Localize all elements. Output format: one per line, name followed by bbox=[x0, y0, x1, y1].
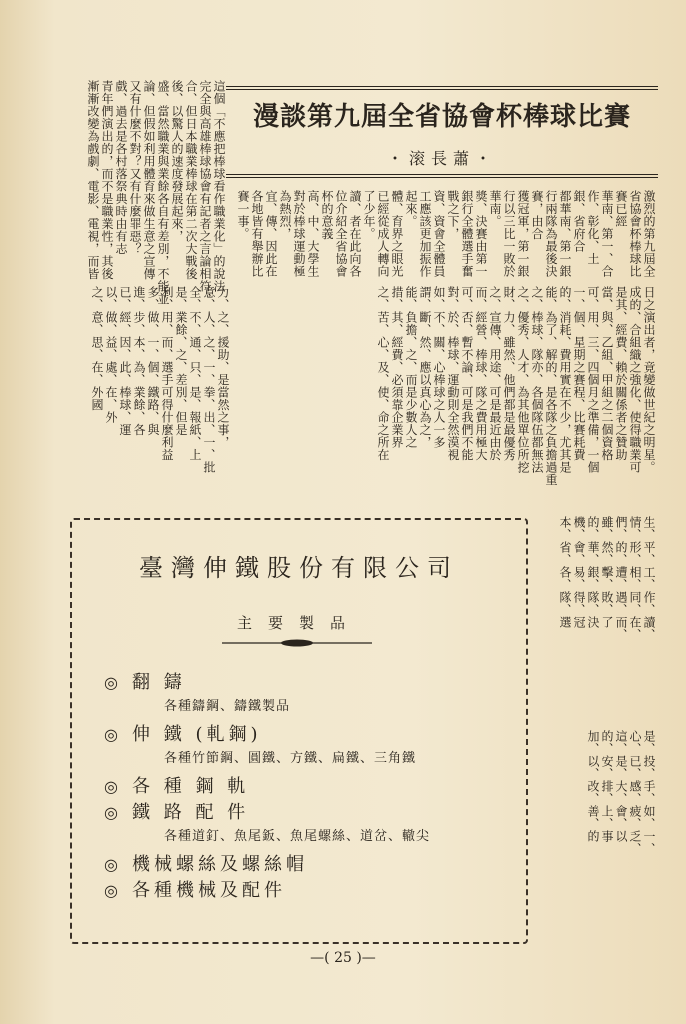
ad-product-item bbox=[104, 852, 514, 878]
ad-product-name: 機械螺絲及螺絲帽 bbox=[132, 854, 308, 875]
text-column-line: 戲、過去是各村落祭典時由有志 bbox=[114, 80, 128, 255]
text-column-line: 利、用、而、選手可得什麼利益 bbox=[160, 286, 174, 461]
text-column-line: 以、做、益、處、在、外 bbox=[104, 286, 118, 424]
text-column-line: 意、人、之、一、拳、出、一、批 bbox=[202, 286, 216, 474]
text-column-line: 之、宣傳、用途、可是最近由於 bbox=[488, 286, 502, 461]
text-column-line: 合、但日本職業棒球在第二次大戰後 bbox=[184, 80, 198, 280]
text-column-line: 是、投、手、如、一、 bbox=[642, 730, 656, 855]
text-column-line: 能、負擔、之、而是少數人之 bbox=[404, 286, 418, 449]
text-column-line: 的、消耗、費用實在不少，尤其是 bbox=[558, 286, 572, 474]
text-column-line: 們、的、遭、遇、而、 bbox=[614, 516, 628, 641]
text-column-line: 後、以驚人的速度發展起來， bbox=[170, 80, 184, 243]
text-column-line: 一、個、星期之賽程、比賽耗費 bbox=[572, 286, 586, 461]
text-column-line: 生、平、工、作、讀、 bbox=[642, 516, 656, 641]
text-column-line: 情、形、相、同、在、 bbox=[628, 516, 642, 641]
text-column-line: 心、已、感、疲、乏、 bbox=[628, 730, 642, 855]
text-column-line: 財、力、雖然、他們都是最優秀 bbox=[502, 286, 516, 461]
text-column-line: 措、其、經費、必須靠企業界 bbox=[390, 286, 404, 449]
text-column-line: 多、做、一、個、鐵路、與 bbox=[146, 286, 160, 436]
ad-product-item bbox=[104, 670, 514, 696]
text-column-line: 獲冠軍，第一銀行以三比一敗於華南。 bbox=[488, 190, 530, 278]
page-number: —( 25 )— bbox=[310, 950, 376, 966]
bullet-icon: ◎ bbox=[104, 777, 122, 796]
text-column-line: 這、是、大、會、以 bbox=[614, 730, 628, 843]
text-column-line: 當、與、乙組、甲組之二個資格 bbox=[600, 286, 614, 461]
text-column-line: 的、安、排、上、事 bbox=[600, 730, 614, 843]
header-bottom-rule bbox=[226, 174, 658, 178]
ad-products-heading: 主要製品 bbox=[236, 614, 361, 632]
ad-product-name: 翻 鑄 bbox=[132, 672, 186, 693]
article-text-right-bottom bbox=[544, 730, 656, 940]
text-column-line: 激烈的第九屆全省協會杯棒球比賽已經 bbox=[614, 190, 656, 278]
text-column-line: 可、用、三、四個月之準備，一個 bbox=[586, 286, 600, 474]
ad-product-item bbox=[104, 774, 514, 800]
text-column-line: 高、中、大學生對於棒球運動極為熱烈， bbox=[278, 190, 320, 278]
ad-product-name: 鐵 路 配 件 bbox=[132, 802, 250, 823]
text-column-line: 力、之、援助、是當然之事， bbox=[216, 286, 230, 449]
ornament-divider bbox=[222, 638, 372, 648]
text-column-line: 而、經營、棒球、隊之費用極大 bbox=[474, 286, 488, 461]
text-column-line: 能、為了、解的、是各隊之負擔過重 bbox=[544, 286, 558, 486]
text-column-line: 漸漸改變為戲劇、電影、電視，而皆 bbox=[86, 80, 100, 280]
text-column-line: 又有什麼不對？又有什麼罪惡？ bbox=[128, 80, 142, 255]
article-text-middle-right bbox=[236, 286, 656, 508]
text-column-line: 謂、斷、然、應以真心為之， bbox=[418, 286, 432, 449]
text-column-line: 成的、合組織之強化、使得職業可 bbox=[628, 286, 642, 474]
text-column-line: 資、資會全體員工應該更加振作起來。 bbox=[404, 190, 446, 278]
text-column-line: 之、苦、心、及、使、命之所在 bbox=[376, 286, 390, 461]
text-column-line: 完全與高雄棒球協會有記者之言論相符， bbox=[198, 80, 212, 305]
text-column-line: 已、經、因、此、棒球、運 bbox=[118, 286, 132, 436]
text-column-line: 讀、者在此向各位介紹全省協會杯的意義 bbox=[320, 190, 362, 278]
bullet-icon: ◎ bbox=[104, 855, 122, 874]
text-column-line: 可、否、暫不論、可是我們不能 bbox=[460, 286, 474, 461]
ad-product-list bbox=[104, 670, 514, 904]
article-title: 漫談第九屆全省協會杯棒球比賽 bbox=[252, 102, 631, 132]
text-column-line: 論、但假如利用體育來做生意之宣傳 bbox=[142, 80, 156, 280]
article-text-middle-left bbox=[60, 286, 230, 508]
text-column-line: 宜、傳、因此在各地皆有舉辦比賽一事。 bbox=[236, 190, 278, 278]
bullet-icon: ◎ bbox=[104, 803, 122, 822]
text-column-line: 都華南、第一銀行兩隊為最後決賽，由合 bbox=[530, 190, 572, 278]
ad-product-item bbox=[104, 878, 514, 904]
bullet-icon: ◎ bbox=[104, 673, 122, 692]
ad-product-detail: 各種鑄鋼、鑄鐵製品 bbox=[164, 699, 291, 714]
bullet-icon: ◎ bbox=[104, 881, 122, 900]
article-text-right-top bbox=[236, 190, 656, 282]
text-column-line: 加、以、改、善、的 bbox=[586, 730, 600, 843]
article-header bbox=[226, 80, 658, 184]
article-author: ・滚長蕭・ bbox=[386, 149, 497, 168]
ad-company-name: 臺灣伸鐵股份有限公司 bbox=[139, 554, 459, 582]
advertisement-box bbox=[70, 518, 528, 944]
ad-product-name: 各 種 鋼 軌 bbox=[132, 776, 250, 797]
text-column-line: 全、不、通、只、是、報紙、上 bbox=[188, 286, 202, 461]
ad-product-detail: 各種竹節鋼、圓鐵、方鐵、扁鐵、三角鐵 bbox=[164, 751, 417, 766]
text-column-line: 雖、然、擊、敗、了 bbox=[600, 516, 614, 629]
text-column-line: 獎、決賽由第一銀行全體選手奮戰之下， bbox=[446, 190, 488, 278]
text-column-line: 青年們演出的，而不是職業性，其後 bbox=[100, 80, 114, 280]
text-column-line: 機、會、易、得、冠 bbox=[572, 516, 586, 629]
text-column-line: 這個「不應把棒球看作職業化」的說法 bbox=[212, 80, 226, 293]
ad-product-name: 伸 鐵 (軋鋼) bbox=[132, 724, 262, 745]
ad-product-name: 各種機械及配件 bbox=[132, 880, 286, 901]
text-column-line: 之、優秀、人才、為其他單位所挖 bbox=[516, 286, 530, 474]
header-top-rule bbox=[226, 86, 658, 90]
text-column-line: 之、意、思、在、外國 bbox=[90, 286, 104, 411]
text-column-line: 華南、第一、合作、彰化、土銀、省府合 bbox=[572, 190, 614, 278]
text-column-line: 之、棒球、隊亦、各個隊伍都無法 bbox=[530, 286, 544, 474]
text-column-line: 本、省、各、隊、選 bbox=[558, 516, 572, 629]
ad-product-detail: 各種道釘、魚尾鈑、魚尾螺絲、道岔、轍尖 bbox=[164, 829, 431, 844]
text-column-line: 體、育界之眼光已經從成人轉向了少年。 bbox=[362, 190, 404, 278]
text-column-line: 的、華、銀、隊、決 bbox=[586, 516, 600, 629]
article-text-right-mid bbox=[530, 516, 656, 726]
ad-product-item bbox=[104, 722, 514, 748]
bullet-icon: ◎ bbox=[104, 725, 122, 744]
text-column-line: 是其、經費、賴於關係者之贊助 bbox=[614, 286, 628, 461]
text-column-line: 日之演出者，竟變做世紀之明星。 bbox=[642, 286, 656, 474]
text-column-line: 如、不、關、心棒球之人一多 bbox=[432, 286, 446, 449]
text-column-line: 是、業餘、之、差別、但是 bbox=[174, 286, 188, 436]
text-column-line: 對、於、棒球、運動則全然漠視 bbox=[446, 286, 460, 461]
text-column-line: 盛、當然職業與業餘各自有差別，不能並 bbox=[156, 80, 170, 305]
text-column-line: 進、步、本、為、業餘、各 bbox=[132, 286, 146, 436]
ad-product-item bbox=[104, 800, 514, 826]
